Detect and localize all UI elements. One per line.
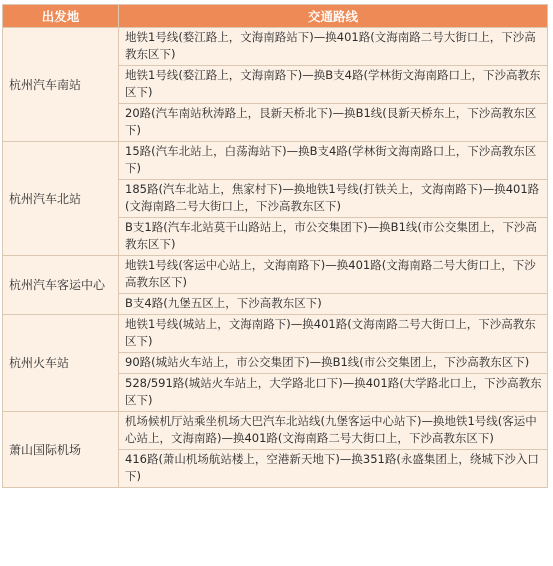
table-row — [3, 28, 548, 66]
table-header-row — [3, 5, 548, 28]
route-cell: 地铁1号线(婺江路上，文海南路站下)—换401路(文海南路二号大街口上，下沙高教东区下) — [119, 28, 548, 66]
route-cell: 地铁1号线(客运中心站上，文海南路下)—换401路(文海南路二号大街口上，下沙高教东区下) — [119, 256, 548, 294]
route-cell: 20路(汽车南站秋涛路上，艮新天桥北下)—换B1线(艮新天桥东上，下沙高教东区下) — [119, 104, 548, 142]
table-row — [3, 315, 548, 353]
route-cell: 90路(城站火车站上，市公交集团下)—换B1线(市公交集团上，下沙高教东区下) — [119, 353, 548, 374]
route-cell: 地铁1号线(城站上，文海南路下)—换401路(文海南路二号大街口上，下沙高教东区下) — [119, 315, 548, 353]
table-row — [3, 256, 548, 294]
route-cell: 地铁1号线(婺江路上，文海南路下)—换B支4路(学林街文海南路口上，下沙高教东区下) — [119, 66, 548, 104]
origin-cell: 杭州汽车南站 — [3, 28, 119, 142]
route-cell: 185路(汽车北站上，焦家村下)—换地铁1号线(打铁关上，文海南路下)—换401路(文海南路二号大街口上，下沙高教东区下) — [119, 180, 548, 218]
header-route: 交通路线 — [119, 5, 548, 28]
route-cell: 416路(萧山机场航站楼上，空港新天地下)—换351路(永盛集团上，绕城下沙入口下) — [119, 450, 548, 488]
route-cell: B支4路(九堡五区上，下沙高教东区下) — [119, 294, 548, 315]
route-cell: 15路(汽车北站上，白荡海站下)—换B支4路(学林街文海南路口上，下沙高教东区下) — [119, 142, 548, 180]
right-edge — [549, 0, 553, 566]
route-cell: 机场候机厅站乘坐机场大巴汽车北站线(九堡客运中心站下)—换地铁1号线(客运中心站上，文海南路)—换401路(文海南路二号大街口上，下沙高教东区下) — [119, 412, 548, 450]
table-row — [3, 412, 548, 450]
header-origin: 出发地 — [3, 5, 119, 28]
transport-routes-table — [2, 4, 548, 488]
origin-cell: 杭州汽车北站 — [3, 142, 119, 256]
route-cell: B支1路(汽车北站莫干山路站上，市公交集团下)—换B1线(市公交集团上，下沙高教东区下) — [119, 218, 548, 256]
origin-cell: 杭州火车站 — [3, 315, 119, 412]
table-row — [3, 142, 548, 180]
route-cell: 528/591路(城站火车站上，大学路北口下)—换401路(大学路北口上，下沙高教东区下) — [119, 374, 548, 412]
origin-cell: 杭州汽车客运中心 — [3, 256, 119, 315]
origin-cell: 萧山国际机场 — [3, 412, 119, 488]
